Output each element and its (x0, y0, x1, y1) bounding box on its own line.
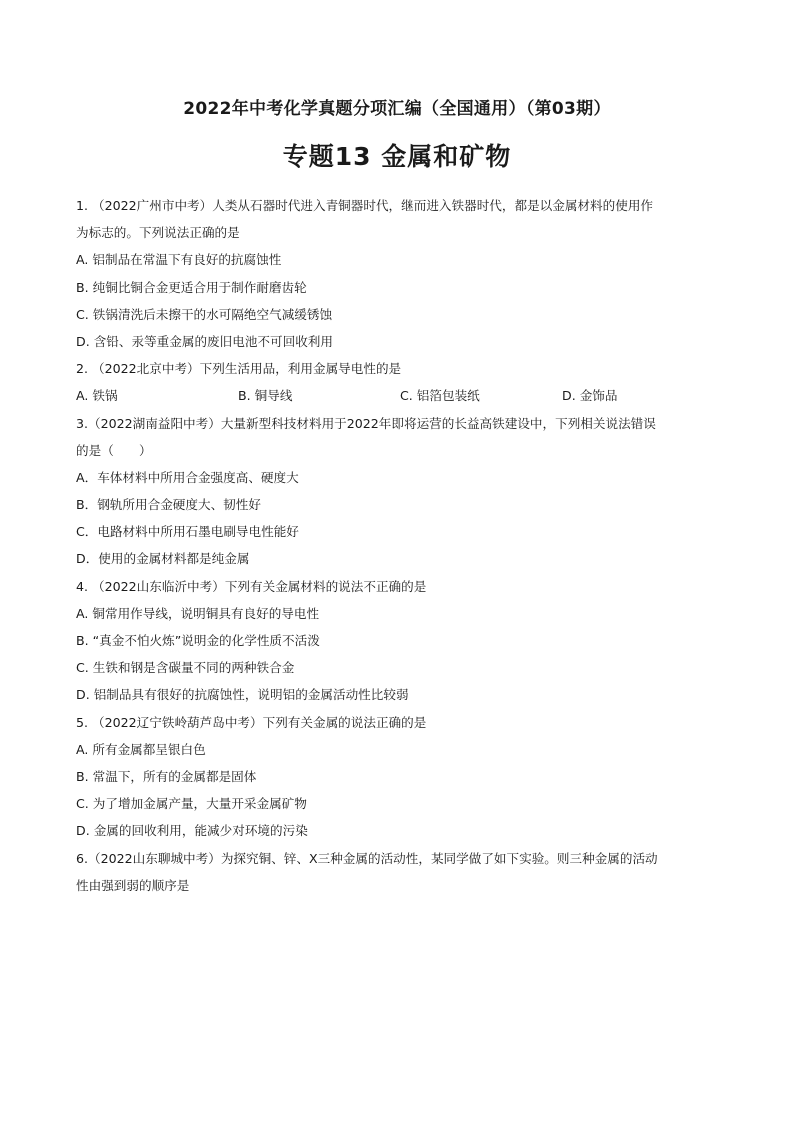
question-2-option-d: D. 金饰品 (562, 388, 618, 404)
question-1-option-d: D. 含铅、汞等重金属的废旧电池不可回收利用 (76, 333, 333, 349)
question-5-option-b: B. 常温下，所有的金属都是固体 (76, 768, 257, 784)
question-3-stem-line-2: 的是（ ） (76, 442, 152, 458)
document-title: 2022年中考化学真题分项汇编（全国通用）（第03期） (183, 99, 611, 119)
question-1-option-a: A. 铝制品在常温下有良好的抗腐蚀性 (76, 252, 282, 268)
question-1-stem-line-2: 为标志的。下列说法正确的是 (76, 225, 240, 241)
question-4-option-d: D. 铝制品具有很好的抗腐蚀性，说明铝的金属活动性比较弱 (76, 687, 409, 703)
question-list (76, 192, 726, 899)
question-3-option-a: A．车体材料中所用合金强度高、硬度大 (76, 469, 299, 485)
question-4-stem-line-1: 4. （2022山东临沂中考）下列有关金属材料的说法不正确的是 (76, 578, 427, 594)
question-1-option-c: C. 铁锅清洗后未擦干的水可隔绝空气减缓锈蚀 (76, 306, 333, 322)
question-4-option-a: A. 铜常用作导线，说明铜具有良好的导电性 (76, 605, 320, 621)
question-3-stem-line-1: 3.（2022湖南益阳中考）大量新型科技材料用于2022年即将运营的长益高铁建设中，下列相关说法错误 (76, 415, 656, 431)
question-5-stem-line-1: 5. （2022辽宁铁岭葫芦岛中考）下列有关金属的说法正确的是 (76, 714, 427, 730)
question-1-option-b: B. 纯铜比铜合金更适合用于制作耐磨齿轮 (76, 279, 307, 295)
question-5-option-c: C. 为了增加金属产量，大量开采金属矿物 (76, 796, 307, 812)
question-2-option-b: B. 铜导线 (238, 388, 293, 404)
question-3-option-b: B．钢轨所用合金硬度大、韧性好 (76, 497, 261, 513)
question-1-stem-line-1: 1. （2022广州市中考）人类从石器时代进入青铜器时代，继而进入铁器时代，都是以金属材料的使用作 (76, 198, 654, 213)
question-2-options-row (76, 382, 726, 409)
question-3-option-d: D．使用的金属材料都是纯金属 (76, 551, 250, 567)
question-2-option-c: C. 铝箔包装纸 (400, 388, 480, 404)
question-3-option-c: C．电路材料中所用石墨电刷导电性能好 (76, 524, 299, 540)
question-4-option-c: C. 生铁和钢是含碳量不同的两种铁合金 (76, 660, 295, 676)
question-2-stem-line-1: 2. （2022北京中考）下列生活用品，利用金属导电性的是 (76, 361, 402, 377)
question-6-stem-line-2: 性由强到弱的顺序是 (76, 877, 190, 893)
question-5-option-d: D. 金属的回收利用，能减少对环境的污染 (76, 823, 308, 839)
question-4-option-b: B. “真金不怕火炼”说明金的化学性质不活泼 (76, 633, 320, 648)
document-subtitle: 专题13 金属和矿物 (282, 142, 512, 171)
question-2-option-a: A. 铁锅 (76, 388, 118, 404)
question-6-stem-line-1: 6.（2022山东聊城中考）为探究铜、锌、X三种金属的活动性，某同学做了如下实验。则三种金属的活动 (76, 850, 658, 866)
question-5-option-a: A. 所有金属都呈银白色 (76, 741, 206, 757)
